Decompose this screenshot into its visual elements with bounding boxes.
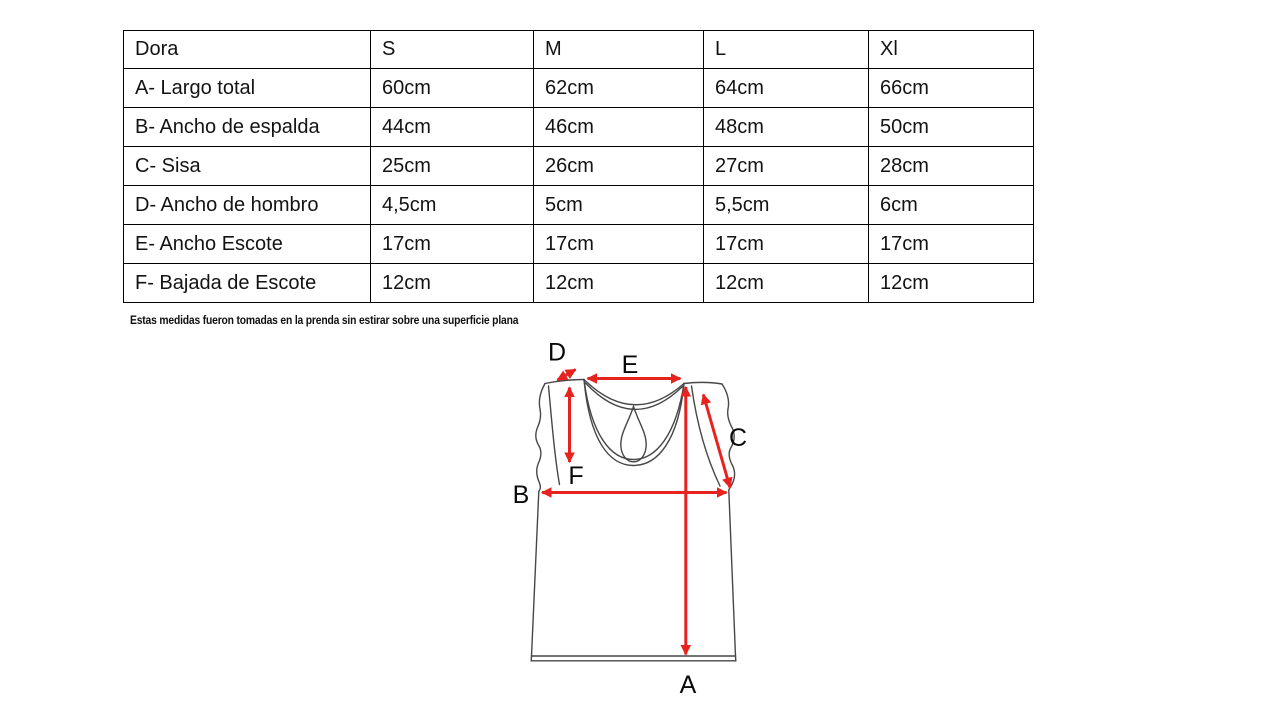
size-column-header-l: L xyxy=(704,31,869,69)
measure-arrow-c xyxy=(703,395,730,488)
hem-band xyxy=(531,656,736,661)
table-cell: 5,5cm xyxy=(704,186,869,225)
table-cell: 28cm xyxy=(869,147,1034,186)
table-cell: 44cm xyxy=(371,108,534,147)
table-cell: 17cm xyxy=(704,225,869,264)
measure-label-f: F xyxy=(568,462,584,490)
body-left-edge xyxy=(532,492,539,657)
table-cell: 6cm xyxy=(869,186,1034,225)
table-cell: 27cm xyxy=(704,147,869,186)
body-right-edge xyxy=(729,490,736,656)
measure-label-e: E xyxy=(621,351,639,379)
measure-label-c: C xyxy=(728,424,748,452)
size-column-header-m: M xyxy=(534,31,704,69)
table-cell: 48cm xyxy=(704,108,869,147)
table-cell: 50cm xyxy=(869,108,1034,147)
measure-label-a: A xyxy=(679,671,697,699)
table-cell: 17cm xyxy=(534,225,704,264)
table-row xyxy=(124,264,1034,303)
table-row xyxy=(124,108,1034,147)
table-cell: 17cm xyxy=(371,225,534,264)
table-row xyxy=(124,69,1034,108)
table-row xyxy=(124,225,1034,264)
size-column-header-xl: Xl xyxy=(869,31,1034,69)
row-label: C- Sisa xyxy=(124,147,371,186)
product-name-cell: Dora xyxy=(124,31,371,69)
row-label: F- Bajada de Escote xyxy=(124,264,371,303)
table-cell: 17cm xyxy=(869,225,1034,264)
row-label: E- Ancho Escote xyxy=(124,225,371,264)
row-label: B- Ancho de espalda xyxy=(124,108,371,147)
table-cell: 60cm xyxy=(371,69,534,108)
left-shoulder-line xyxy=(545,380,584,384)
measurement-diagram xyxy=(495,335,785,710)
table-cell: 62cm xyxy=(534,69,704,108)
measure-arrow-d xyxy=(558,370,576,381)
table-cell: 66cm xyxy=(869,69,1034,108)
table-cell: 25cm xyxy=(371,147,534,186)
table-cell: 26cm xyxy=(534,147,704,186)
size-column-header-s: S xyxy=(371,31,534,69)
measure-label-b: B xyxy=(512,481,530,509)
row-label: D- Ancho de hombro xyxy=(124,186,371,225)
table-cell: 12cm xyxy=(869,264,1034,303)
table-cell: 12cm xyxy=(371,264,534,303)
table-row xyxy=(124,186,1034,225)
table-cell: 64cm xyxy=(704,69,869,108)
right-shoulder-line xyxy=(684,382,722,384)
measurement-footnote: Estas medidas fueron tomadas en la prenda sin estirar sobre una superficie plana xyxy=(130,313,519,327)
measure-label-d: D xyxy=(547,338,567,367)
teardrop-keyhole xyxy=(621,407,646,462)
row-label: A- Largo total xyxy=(124,69,371,108)
left-ruffle-edge xyxy=(536,384,545,492)
table-row xyxy=(124,147,1034,186)
left-sleeve-seam xyxy=(549,386,560,485)
size-table xyxy=(123,30,1034,303)
back-neckline-outer xyxy=(584,380,684,405)
table-cell: 12cm xyxy=(534,264,704,303)
table-cell: 12cm xyxy=(704,264,869,303)
table-header-row xyxy=(124,31,1034,69)
garment-outline xyxy=(531,380,736,661)
table-cell: 4,5cm xyxy=(371,186,534,225)
table-cell: 46cm xyxy=(534,108,704,147)
table-cell: 5cm xyxy=(534,186,704,225)
measure-labels xyxy=(513,339,747,700)
